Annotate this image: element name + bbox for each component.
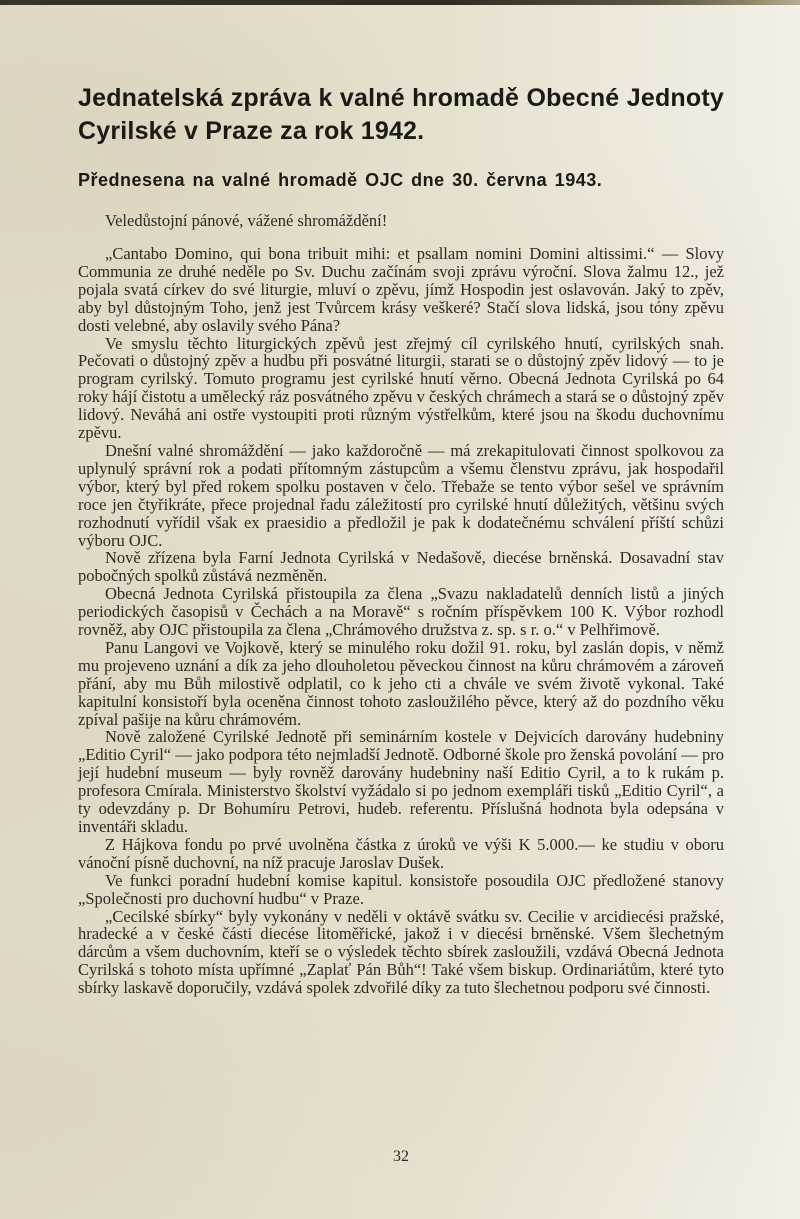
page-content — [78, 0, 724, 997]
paragraph-assembly-recap: Dnešní valné shromáždění — jako každoročně — má zrekapitulovati činnost spolkovou za uplynulý správní rok a podati přítomným zástupcům a všemu členstvu zprávu, jak hospodařil výbor, který byl před rokem spolku postaven v čelo. Třebaže se tento výbor sešel ve správním roce jen čtyřikráte, přece projednal řadu záležitostí pro cyrilské hnutí důležitých, většinu svých rozhodnutí vyřídil však ex praesidio a předložil je pak k dodatečnému schválení příští schůzi výboru OJC. — [78, 440, 724, 550]
paragraph-cyril-movement-goal: Ve smyslu těchto liturgických zpěvů jest zřejmý cíl cyrilského hnutí, cyrilských snah. Pečovati o důstojný zpěv a hudbu při posvátné liturgii, starati se o důstojný zpěv lidový — to je program cyrilský. Tomuto programu jest cyrilské hnutí věrno. Obecná Jednota Cyrilská po 64 roky hájí čistotu a umělecký ráz posvátného zpěvu v českých chrámech a stará se o důstojný zpěv lidový. Neváhá ani ostře vystoupiti proti různým výstřelkům, které jsou na škodu duchovnímu zpěvu. — [78, 333, 724, 443]
paragraph-memberships: Obecná Jednota Cyrilská přistoupila za člena „Svazu nakladatelů denních listů a jiných periodických časopisů v Čechách a na Moravě“ s ročním příspěvkem 100 K. Výbor rozhodl rovněž, aby OJC přistoupila za člena „Chrámového družstva z. sp. s r. o.“ v Pelhřimově. — [78, 584, 724, 640]
report-subtitle: Přednesena na valné hromadě OJC dne 30. června 1943. — [78, 170, 603, 190]
report-title: Jednatelská zpráva k valné hromadě Obecné Jednoty Cyrilské v Praze za rok 1942. — [78, 84, 724, 145]
paragraph-quote-intro: „Cantabo Domino, qui bona tribuit mihi: et psallam nomini Domini altissimi.“ — Slovy Communia ze druhé neděle po Sv. Duchu začínám svoji zprávu výroční. Slova žalmu 12., jež pojala svatá církev do své liturgie, mluví o zpěvu, jímž Hospodin jest oslavován. Jaký to zpěv, aby byl důstojným Toho, jenž jest Tvůrcem krásy veškeré? Stačí slova lidská, jsou tóny zpěvu dosti velebné, aby oslavily svého Pána? — [78, 244, 724, 335]
report-body — [78, 245, 724, 997]
page-number: 32 — [393, 1148, 409, 1165]
paragraph-hajek-fund: Z Hájkova fondu po prvé uvolněna částka z úroků ve výši K 5.000.— ke studiu v oboru vánoční písně duchovní, na níž pracuje Jaroslav Dušek. — [78, 834, 724, 872]
paragraph-new-parish-union: Nově zřízena byla Farní Jednota Cyrilská v Nedašově, diecése brněnská. Dosavadní stav pobočných spolků zůstává nezměněn. — [78, 548, 724, 586]
salutation: Veledůstojní pánové, vážené shromáždění! — [105, 211, 388, 230]
paragraph-cecilian-collections: „Cecilské sbírky“ byly vykonány v neděli v oktávě svátku sv. Cecilie v arcidiecési pražské, hradecké a v české části diecése litoměřické, jakož i v diecési brněnské. Všem šlechetným dárcům a všem duchovním, kteří se o výsledek těchto sbírek zasloužili, vzdává Obecná Jednota Cyrilská s tohoto místa upřímné „Zaplať Pán Bůh“! Také všem biskup. Ordinariátům, které tyto sbírky laskavě doporučily, vzdává spolek zdvořilé díky za tuto šlechetnou podporu své činnosti. — [78, 906, 724, 998]
paragraph-lang-tribute: Panu Langovi ve Vojkově, který se minulého roku dožil 91. roku, byl zaslán dopis, v němž mu projeveno uznání a dík za jeho dlouholetou pěveckou činnost na kůru chrámovém a zároveň přání, aby mu Bůh milostivě odplatil, co k jeho cti a chvále ve svém životě vykonal. Také kapitulní konsistoří byla oceněna činnost tohoto zasloužilého pěvce, který až do pozdního věku zpíval pašije na kůru chrámovém. — [78, 637, 724, 729]
paragraph-advisory-commission: Ve funkci poradní hudební komise kapitul. konsistoře posoudila OJC předložené stanovy „Společnosti pro duchovní hudbu“ v Praze. — [78, 870, 724, 908]
paragraph-editio-cyril-donations: Nově založené Cyrilské Jednotě při seminárním kostele v Dejvicích darovány hudebniny „Editio Cyril“ — jako podpora této nejmladší Jednotě. Odborné škole pro ženská povolání — pro její hudební museum — byly rovněž darovány hudebniny naší Editio Cyril, a to k rukám p. profesora Cmírala. Ministerstvo školství vyžádalo si po jednom exempláři tisků „Editio Cyril“, a ty odevzdány p. Dr Bohumíru Petrovi, hudeb. referentu. Příslušná hodnota byla odepsána v inventáři skladu. — [78, 727, 724, 836]
